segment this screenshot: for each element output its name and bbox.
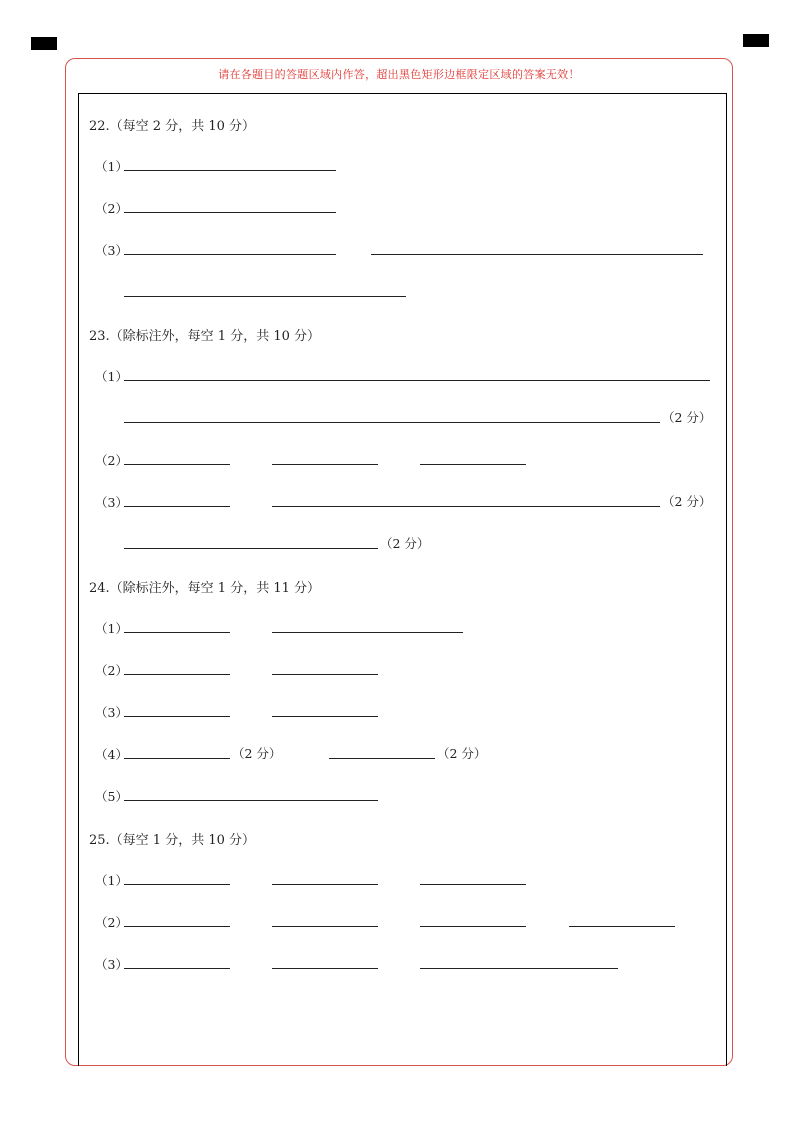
q23-2-blank-b[interactable]	[272, 464, 378, 465]
q24-2-blank-b[interactable]	[272, 674, 378, 675]
q25-1-blank-b[interactable]	[272, 884, 378, 885]
q24-1-blank-b[interactable]	[272, 632, 463, 633]
q25-item-1-label: （1）	[95, 873, 128, 888]
q23-item-3-label: （3）	[95, 495, 128, 510]
q23-3-blank-b[interactable]	[272, 506, 660, 507]
q23-3-points-b: （2 分）	[380, 536, 430, 551]
q24-item-3-label: （3）	[95, 705, 128, 720]
q25-2-blank-b[interactable]	[272, 926, 378, 927]
q22-1-blank[interactable]	[124, 170, 336, 171]
q24-item-5-label: （5）	[95, 789, 128, 804]
q24-2-blank-a[interactable]	[124, 674, 230, 675]
q24-1-blank-a[interactable]	[124, 632, 230, 633]
q23-item-1-label: （1）	[95, 369, 128, 384]
q22-2-blank[interactable]	[124, 212, 336, 213]
question-22-title: 22.（每空 2 分，共 10 分）	[89, 119, 256, 134]
q25-1-blank-c[interactable]	[420, 884, 526, 885]
q25-3-blank-c[interactable]	[420, 968, 618, 969]
q23-3-points-a: （2 分）	[662, 494, 712, 509]
q24-4-blank-b[interactable]	[329, 758, 435, 759]
q25-2-blank-d[interactable]	[569, 926, 675, 927]
q22-3-blank-b[interactable]	[371, 254, 703, 255]
q25-2-blank-a[interactable]	[124, 926, 230, 927]
q23-item-2-label: （2）	[95, 453, 128, 468]
q25-item-3-label: （3）	[95, 957, 128, 972]
q24-4-points-a: （2 分）	[232, 746, 282, 761]
question-25-title: 25.（每空 1 分，共 10 分）	[89, 833, 256, 848]
q23-2-blank-c[interactable]	[420, 464, 526, 465]
question-24-title: 24.（除标注外，每空 1 分，共 11 分）	[89, 581, 321, 596]
q24-item-1-label: （1）	[95, 621, 128, 636]
q22-item-1-label: （1）	[95, 159, 128, 174]
q25-3-blank-a[interactable]	[124, 968, 230, 969]
q23-1-blank-a[interactable]	[124, 380, 710, 381]
q24-5-blank[interactable]	[124, 800, 378, 801]
q23-1-blank-b[interactable]	[124, 422, 660, 423]
q24-item-4-label: （4）	[95, 747, 128, 762]
q22-3-blank-c[interactable]	[124, 296, 406, 297]
q25-3-blank-b[interactable]	[272, 968, 378, 969]
q25-1-blank-a[interactable]	[124, 884, 230, 885]
notice-text: 请在各题目的答题区域内作答，超出黑色矩形边框限定区域的答案无效！	[218, 68, 580, 81]
q24-3-blank-a[interactable]	[124, 716, 230, 717]
q24-4-points-b: （2 分）	[437, 746, 487, 761]
q23-1-points: （2 分）	[662, 410, 712, 425]
q23-3-blank-a[interactable]	[124, 506, 230, 507]
q24-4-blank-a[interactable]	[124, 758, 230, 759]
q24-3-blank-b[interactable]	[272, 716, 378, 717]
q25-item-2-label: （2）	[95, 915, 128, 930]
q22-item-2-label: （2）	[95, 201, 128, 216]
q22-item-3-label: （3）	[95, 243, 128, 258]
corner-mark-right	[743, 34, 769, 47]
question-23-title: 23.（除标注外，每空 1 分，共 10 分）	[89, 329, 321, 344]
q25-2-blank-c[interactable]	[420, 926, 526, 927]
q23-2-blank-a[interactable]	[124, 464, 230, 465]
q24-item-2-label: （2）	[95, 663, 128, 678]
q23-3-blank-c[interactable]	[124, 548, 378, 549]
q22-3-blank-a[interactable]	[124, 254, 336, 255]
corner-mark-left	[31, 37, 57, 50]
